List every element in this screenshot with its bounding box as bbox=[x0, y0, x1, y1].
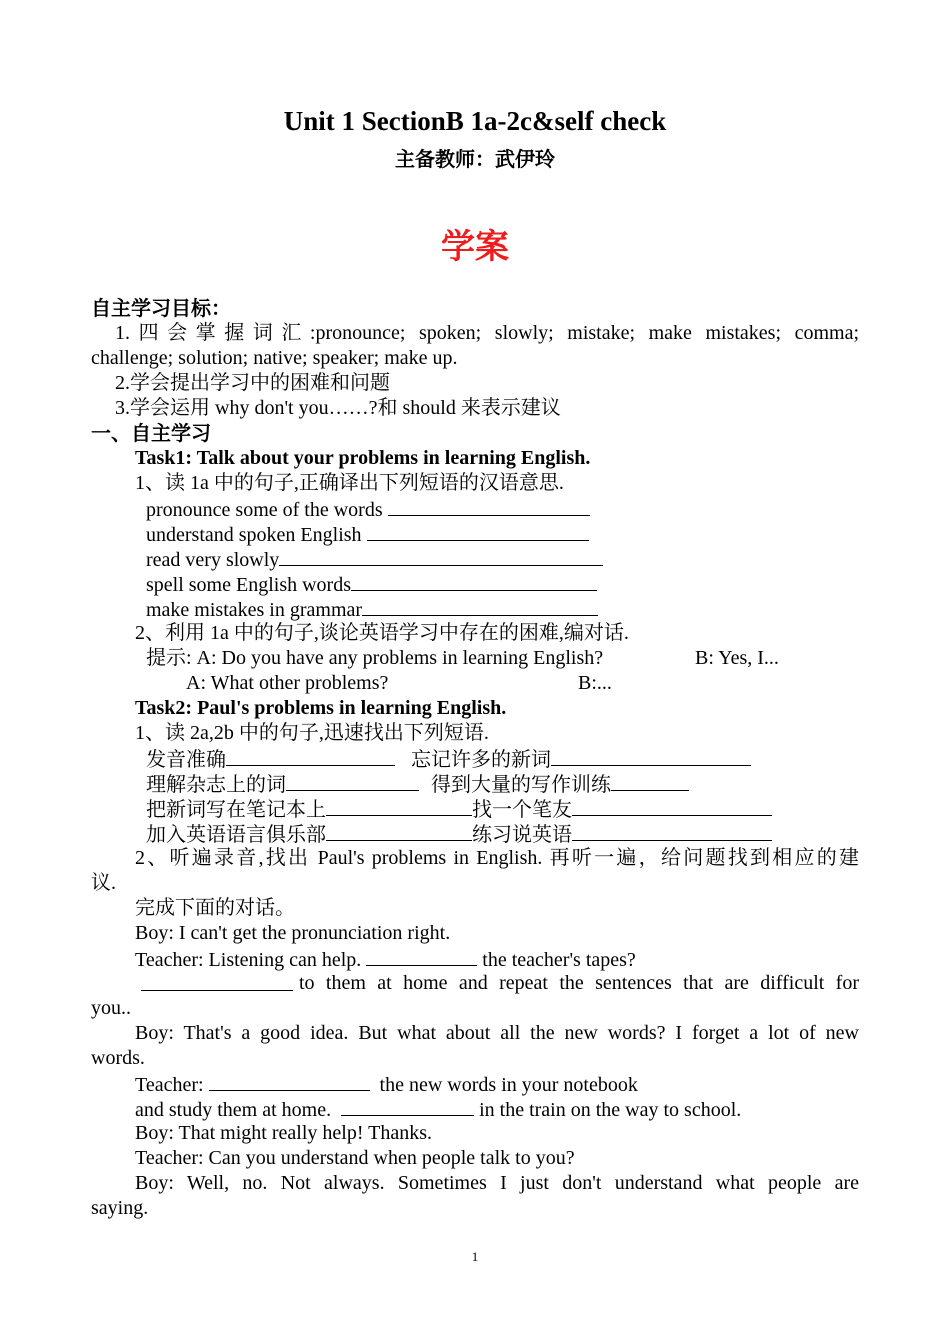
phrase-item bbox=[91, 571, 859, 596]
dialog-text: and study them at home. bbox=[135, 1099, 332, 1121]
answer-blank[interactable] bbox=[388, 496, 590, 516]
phrase-item bbox=[91, 546, 859, 571]
phrase-text: spell some English words bbox=[146, 574, 351, 596]
dialog-line-cont: saying. bbox=[91, 1197, 149, 1219]
phrase-text: 把新词写在笔记本上 bbox=[146, 799, 326, 821]
answer-blank[interactable] bbox=[551, 746, 751, 766]
dialog-line: Boy: That might really help! Thanks. bbox=[135, 1122, 432, 1144]
task2-question-1: 1、读 2a,2b 中的句子,迅速找出下列短语. bbox=[135, 722, 489, 744]
task2-question-2: 2、听遍录音,找出 Paul's problems in English. 再听一遍，给问题找到相应的建 bbox=[135, 847, 859, 869]
dialog-text: the teacher's tapes? bbox=[482, 949, 636, 971]
task1-question-1: 1、读 1a 中的句子,正确译出下列短语的汉语意思. bbox=[135, 472, 564, 494]
phrase-pair-row bbox=[91, 771, 859, 796]
dialog-text: Teacher: Listening can help. bbox=[135, 949, 362, 971]
dialog-text: the new words in your notebook bbox=[379, 1074, 638, 1096]
dialog-line: Boy: I can't get the pronunciation right. bbox=[135, 922, 451, 944]
phrase-item bbox=[91, 521, 859, 546]
answer-blank[interactable] bbox=[326, 796, 472, 816]
hint-d: B:... bbox=[578, 672, 612, 694]
answer-blank[interactable] bbox=[351, 571, 597, 591]
dialog-line bbox=[91, 1096, 859, 1121]
answer-blank[interactable] bbox=[141, 971, 293, 991]
section-heading-self-study: 一、自主学习 bbox=[91, 421, 211, 445]
phrase-pair-row bbox=[91, 796, 859, 821]
dialog-line bbox=[91, 971, 859, 996]
page-number: 1 bbox=[471, 1249, 479, 1264]
answer-blank[interactable] bbox=[226, 746, 395, 766]
hint-c: A: What other problems? bbox=[186, 672, 389, 694]
task1-question-2: 2、利用 1a 中的句子,谈论英语学习中存在的困难,编对话. bbox=[135, 622, 629, 644]
answer-blank[interactable] bbox=[611, 771, 689, 791]
goal-item-1-cont: challenge; solution; native; speaker; make up. bbox=[91, 347, 458, 369]
goal-item-1: 1.四会掌握词汇:pronounce; spoken; slowly; mistake; make mistakes; comma; bbox=[115, 322, 859, 344]
hint-a: 提示: A: Do you have any problems in learning English? bbox=[146, 647, 604, 669]
phrase-pair-row bbox=[91, 746, 859, 771]
answer-blank[interactable] bbox=[286, 771, 419, 791]
dialog-line-cont: words. bbox=[91, 1047, 145, 1069]
phrase-text: 加入英语语言俱乐部 bbox=[146, 824, 326, 846]
phrase-text: make mistakes in grammar bbox=[146, 599, 363, 621]
answer-blank[interactable] bbox=[362, 596, 598, 616]
phrase-text: read very slowly bbox=[146, 549, 280, 571]
document-type-heading: 学案 bbox=[441, 227, 509, 267]
phrase-text: understand spoken English bbox=[146, 524, 362, 546]
goal-item-3: 3.学会运用 why don't you……?和 should 来表示建议 bbox=[115, 397, 561, 419]
dialog-text: Teacher: bbox=[135, 1074, 204, 1096]
dialog-line-cont: you.. bbox=[91, 997, 131, 1019]
phrase-item bbox=[91, 496, 859, 521]
dialog-line: Teacher: Can you understand when people talk to you? bbox=[135, 1147, 575, 1169]
document-title: Unit 1 SectionB 1a-2c&self check bbox=[283, 106, 667, 136]
phrase-text: 发音准确 bbox=[146, 749, 226, 771]
phrase-item bbox=[91, 596, 859, 621]
answer-blank[interactable] bbox=[279, 546, 603, 566]
answer-blank[interactable] bbox=[326, 821, 472, 841]
phrase-text: 练习说英语 bbox=[472, 824, 572, 846]
answer-blank[interactable] bbox=[366, 946, 477, 966]
answer-blank[interactable] bbox=[341, 1096, 474, 1116]
task2-title: Task2: Paul's problems in learning English. bbox=[135, 697, 507, 719]
phrase-text: 忘记许多的新词 bbox=[411, 749, 551, 771]
answer-blank[interactable] bbox=[572, 796, 772, 816]
phrase-pair-row bbox=[91, 821, 859, 846]
dialog-line bbox=[91, 946, 859, 971]
phrase-text: pronounce some of the words bbox=[146, 499, 383, 521]
answer-blank[interactable] bbox=[367, 521, 589, 541]
goals-heading: 自主学习目标： bbox=[91, 296, 231, 320]
hint-line-1 bbox=[91, 646, 859, 671]
task1-title: Task1: Talk about your problems in learning English. bbox=[135, 447, 591, 469]
dialog-text: to them at home and repeat the sentences that are difficult for bbox=[299, 972, 859, 994]
phrase-text: 理解杂志上的词 bbox=[146, 774, 286, 796]
dialog-line: Boy: That's a good idea. But what about all the new words? I forget a lot of new bbox=[135, 1022, 859, 1044]
document-body bbox=[91, 296, 859, 1221]
answer-blank[interactable] bbox=[572, 821, 772, 841]
phrase-text: 找一个笔友 bbox=[472, 799, 572, 821]
answer-blank[interactable] bbox=[209, 1071, 370, 1091]
task2-question-2-cont: 议. bbox=[91, 872, 116, 894]
dialog-line: Boy: Well, no. Not always. Sometimes I just don't understand what people are bbox=[135, 1172, 859, 1194]
dialog-instruction: 完成下面的对话。 bbox=[135, 897, 295, 919]
goal-item-2: 2.学会提出学习中的困难和问题 bbox=[115, 372, 390, 394]
teacher-name: 主备教师：武伊玲 bbox=[395, 147, 555, 171]
hint-line-2 bbox=[91, 671, 859, 696]
phrase-text: 得到大量的写作训练 bbox=[431, 774, 611, 796]
dialog-text: in the train on the way to school. bbox=[479, 1099, 742, 1121]
dialog-line bbox=[91, 1071, 859, 1096]
hint-b: B: Yes, I... bbox=[695, 647, 779, 669]
